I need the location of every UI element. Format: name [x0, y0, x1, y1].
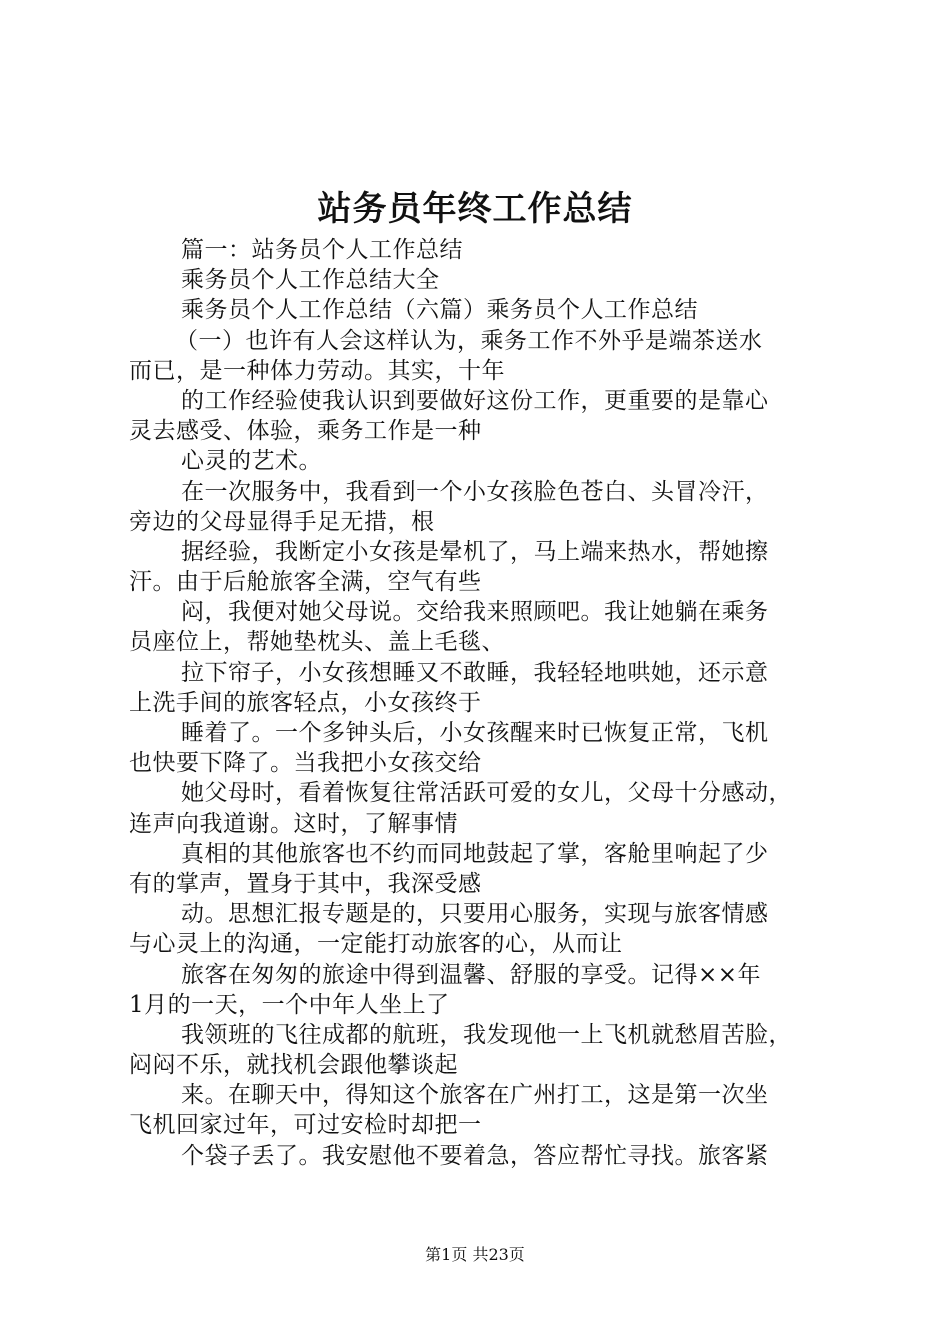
body-line: 据经验，我断定小女孩是晕机了，马上端来热水，帮她擦: [181, 538, 769, 565]
body-line: 乘务员个人工作总结大全: [181, 267, 440, 294]
body-line: （一）也许有人会这样认为，乘务工作不外乎是端茶送水: [175, 327, 763, 354]
body-line: 飞机回家过年，可过安检时却把一: [129, 1112, 482, 1139]
body-line: 乘务员个人工作总结（六篇）乘务员个人工作总结: [181, 297, 698, 324]
body-line: 在一次服务中，我看到一个小女孩脸色苍白、头冒冷汗，: [181, 478, 769, 505]
page-footer: 第1页 共23页: [425, 1245, 525, 1264]
body-line: 旁边的父母显得手足无措，根: [129, 508, 435, 535]
body-line: 员座位上，帮她垫枕头、盖上毛毯、: [129, 629, 505, 656]
body-line: 的工作经验使我认识到要做好这份工作，更重要的是靠心: [181, 387, 769, 414]
body-line: 也快要下降了。当我把小女孩交给: [129, 750, 482, 777]
body-line: 1月的一天，一个中年人坐上了: [129, 991, 450, 1018]
body-line: 与心灵上的沟通，一定能打动旅客的心，从而让: [129, 931, 623, 958]
body-line: 旅客在匆匆的旅途中得到温馨、舒服的享受。记得××年: [181, 961, 762, 988]
body-line: 来。在聊天中，得知这个旅客在广州打工，这是第一次坐: [181, 1082, 769, 1109]
body-line: 连声向我道谢。这时，了解事情: [129, 810, 458, 837]
body-line: 睡着了。一个多钟头后，小女孩醒来时已恢复正常，飞机: [181, 720, 769, 746]
body-line: 动。思想汇报专题是的，只要用心服务，实现与旅客情感: [181, 901, 769, 928]
body-line: 有的掌声，置身于其中，我深受感: [129, 870, 482, 897]
document-body: [129, 235, 834, 1171]
body-line: 闷，我便对她父母说。交给我来照顾吧。我让她躺在乘务: [181, 599, 769, 626]
body-line: 汗。由于后舱旅客全满，空气有些: [129, 569, 482, 596]
body-line: 灵去感受、体验，乘务工作是一种: [129, 418, 482, 445]
body-line: 真相的其他旅客也不约而同地鼓起了掌，客舱里响起了少: [181, 840, 769, 867]
body-line: 而已，是一种体力劳动。其实，十年: [129, 357, 505, 384]
body-line: 我领班的飞往成都的航班，我发现他一上飞机就愁眉苦脸，: [181, 1021, 792, 1048]
body-line: 闷闷不乐，就找机会跟他攀谈起: [129, 1052, 458, 1079]
body-line: 她父母时，看着恢复往常活跃可爱的女儿，父母十分感动，: [181, 780, 792, 807]
body-line: 篇一：站务员个人工作总结: [181, 237, 463, 263]
body-line: 上洗手间的旅客轻点，小女孩终于: [129, 689, 482, 716]
body-line: 拉下帘子，小女孩想睡又不敢睡，我轻轻地哄她，还示意: [181, 659, 769, 686]
body-line: 心灵的艺术。: [181, 448, 322, 475]
body-line: 个袋子丢了。我安慰他不要着急，答应帮忙寻找。旅客紧: [181, 1142, 769, 1169]
document-title: 站务员年终工作总结: [317, 189, 633, 229]
